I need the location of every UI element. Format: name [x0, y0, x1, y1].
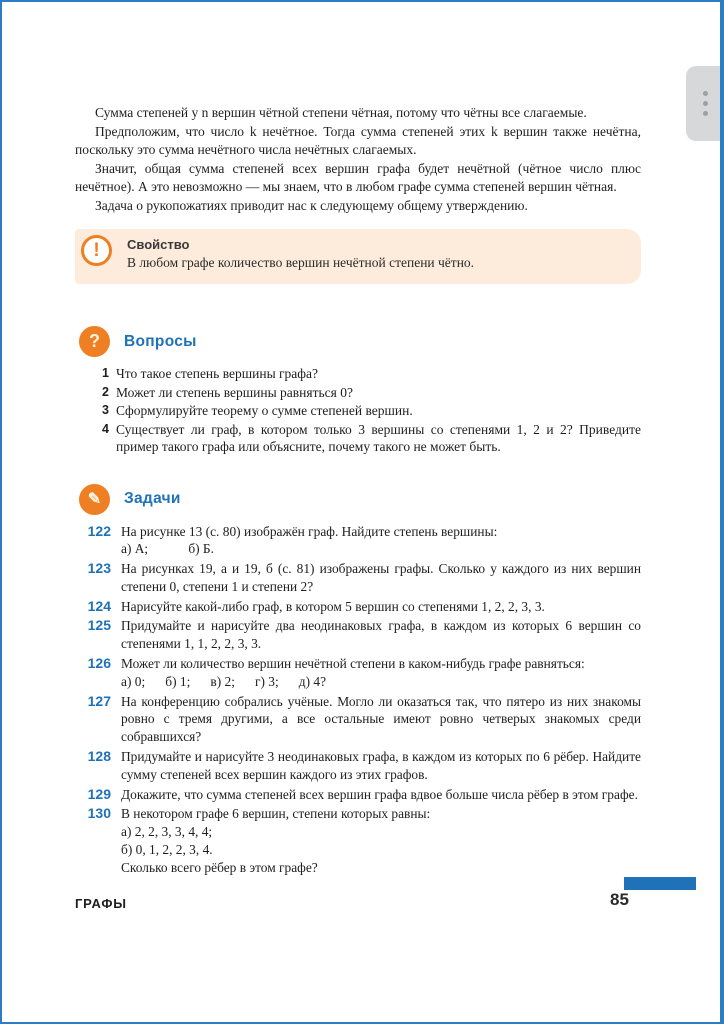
intro-paragraph: Задача о рукопожатиях приводит нас к следующему общему утверждению. — [95, 197, 528, 213]
task-body — [121, 617, 641, 653]
task-subline: Сколько всего рёбер в этом графе? — [121, 859, 318, 875]
pencil-icon — [79, 484, 110, 515]
questions-list — [95, 365, 641, 456]
task-text: На рисунке 13 (с. 80) изображён граф. Найдите степень вершины: — [121, 523, 498, 539]
page-number: 85 — [610, 890, 629, 909]
task-text: На конференцию собрались учёные. Могло ли оказаться так, что пятеро из них знакомы ровно с тремя другими, а все остальные имеют ровно четверых знакомых среди собравшихся? — [121, 693, 641, 745]
task-item — [75, 693, 641, 746]
tasks-list — [75, 523, 641, 877]
property-text: В любом графе количество вершин нечётной степени чётно. — [127, 255, 475, 270]
task-number: 123 — [87, 560, 111, 577]
question-number: 1 — [102, 366, 109, 380]
task-subline: а) 0; б) 1; в) 2; г) 3; д) 4? — [121, 673, 327, 689]
property-box — [75, 229, 641, 284]
task-number: 126 — [87, 655, 111, 672]
task-body — [121, 748, 641, 784]
exclamation-icon — [81, 235, 112, 266]
task-number: 129 — [87, 785, 111, 802]
task-number: 124 — [87, 597, 111, 614]
task-number: 127 — [87, 692, 111, 709]
task-body — [121, 805, 641, 876]
question-item — [95, 421, 641, 456]
questions-heading: Вопросы — [124, 332, 197, 350]
questions-section-header — [79, 326, 641, 357]
question-text: Существует ли граф, в котором только 3 вершины со степенями 1, 2 и 2? Приведите пример такого графа или объясните, почему такого не может быть. — [116, 421, 641, 454]
task-number: 125 — [87, 617, 111, 634]
question-text: Что такое степень вершины графа? — [116, 366, 319, 381]
question-number: 4 — [102, 421, 109, 436]
task-item — [75, 786, 641, 804]
task-subline: б) 0, 1, 2, 2, 3, 4. — [121, 842, 213, 858]
chapter-title: ГРАФЫ — [75, 896, 127, 911]
task-text: Докажите, что сумма степеней всех вершин графа вдвое больше числа рёбер в этом графе. — [121, 786, 638, 802]
task-text: Может ли количество вершин нечётной степени в каком-нибудь графе равняться: — [121, 656, 585, 672]
task-body — [121, 693, 641, 746]
question-text: Сформулируйте теорему о сумме степеней вершин. — [116, 403, 413, 418]
task-item — [75, 523, 641, 559]
task-number: 130 — [87, 805, 111, 822]
task-text: В некотором графе 6 вершин, степени которых равны: — [121, 806, 431, 822]
task-body — [121, 786, 641, 804]
intro-paragraph: Сумма степеней у n вершин чётной степени чётная, потому что чётны все слагаемые. — [95, 105, 587, 120]
intro-paragraph: Предположим, что число k нечётное. Тогда сумма степеней этих k вершин также нечётна, поскольку это сумма нечётного числа нечётных слагаемых. — [75, 123, 641, 157]
question-item — [95, 402, 641, 420]
task-text: Нарисуйте какой-либо граф, в котором 5 вершин со степенями 1, 2, 2, 3, 3. — [121, 598, 545, 614]
task-item — [75, 805, 641, 876]
task-item — [75, 748, 641, 784]
task-body — [121, 560, 641, 596]
task-body — [121, 655, 641, 691]
task-item — [75, 655, 641, 691]
pencil-glyph: ✎ — [87, 491, 102, 508]
question-item — [95, 365, 641, 383]
tasks-section-header — [79, 484, 641, 515]
footer-accent-bar — [624, 877, 696, 890]
exclamation-glyph: ! — [93, 239, 100, 261]
task-body — [121, 523, 641, 559]
question-item — [95, 384, 641, 402]
side-tab — [686, 66, 724, 141]
property-title: Свойство — [127, 237, 190, 252]
task-subline: а) А; б) Б. — [121, 541, 214, 557]
tab-dot-icon — [703, 111, 708, 116]
page-content — [75, 104, 641, 879]
tab-dot-icon — [703, 91, 708, 96]
task-text: Придумайте и нарисуйте два неодинаковых графа, в каждом из которых 6 вершин со степенями 1, 1, 2, 2, 3, 3. — [121, 618, 641, 652]
intro-paragraph: Значит, общая сумма степеней всех вершин графа будет нечётной (чётное число плюс нечётное). А это невозможно — мы знаем, что в любом графе сумма степеней вершин чётная. — [75, 160, 641, 194]
question-text: Может ли степень вершины равняться 0? — [116, 384, 353, 400]
tasks-heading: Задачи — [124, 490, 181, 507]
task-item — [75, 617, 641, 653]
task-text: Придумайте и нарисуйте 3 неодинаковых графа, в каждом из которых по 6 рёбер. Найдите сумму степеней всех вершин каждого из этих графов. — [121, 749, 641, 782]
task-item — [75, 560, 641, 596]
question-number: 2 — [102, 384, 109, 399]
task-subline: а) 2, 2, 3, 3, 4, 4; — [121, 824, 213, 840]
task-item — [75, 598, 641, 616]
task-body — [121, 598, 641, 616]
question-glyph: ? — [89, 331, 100, 351]
task-number: 128 — [87, 748, 111, 765]
task-text: На рисунках 19, а и 19, б (с. 81) изображены графы. Сколько у каждого из них вершин степени 0, степени 1 и степени 2? — [121, 561, 641, 594]
tab-dot-icon — [703, 101, 708, 106]
question-icon — [79, 326, 110, 357]
question-number: 3 — [102, 403, 109, 417]
task-number: 122 — [87, 522, 111, 539]
